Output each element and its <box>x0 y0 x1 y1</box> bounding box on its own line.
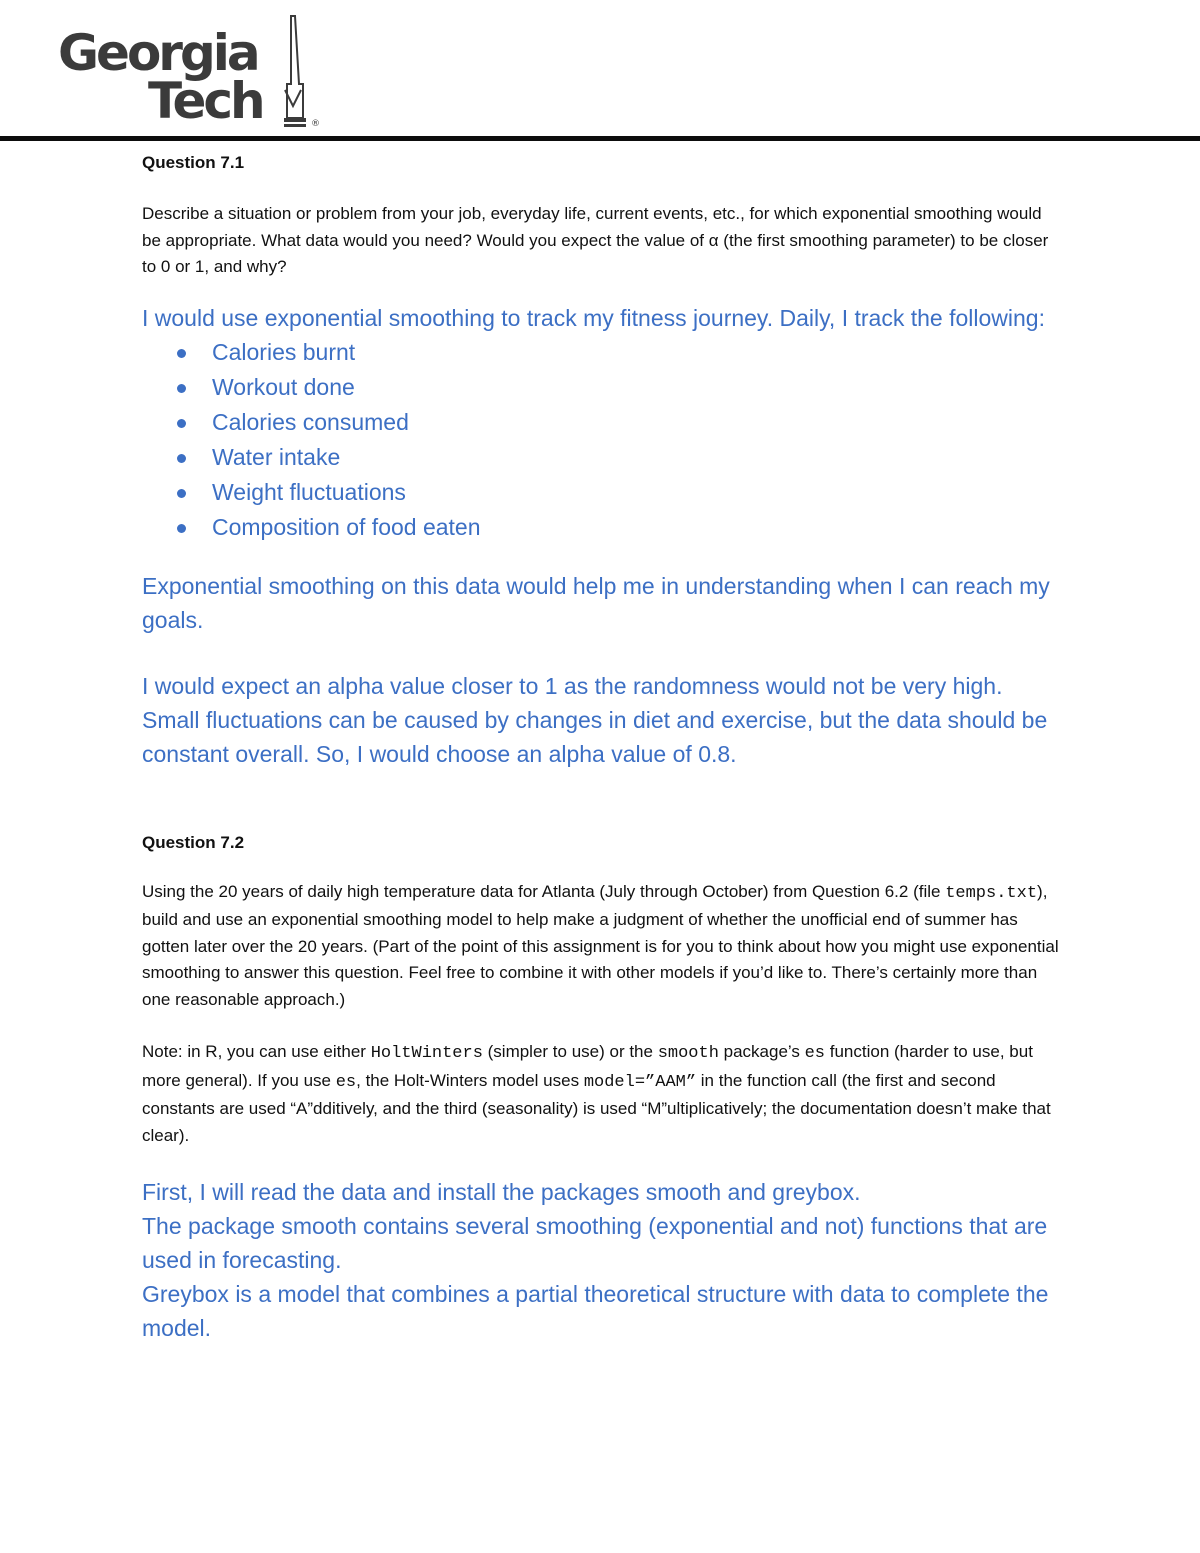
bullet-icon <box>177 384 186 393</box>
code-holtwinters: HoltWinters <box>370 1044 483 1063</box>
code-smooth: smooth <box>657 1044 719 1063</box>
question-7-2-title: Question 7.2 <box>142 832 245 852</box>
list-item: Calories burnt <box>177 335 1062 370</box>
tech-tower-icon <box>281 14 326 130</box>
list-item: Weight fluctuations <box>177 475 1062 510</box>
bullet-icon <box>177 454 186 463</box>
document-body <box>142 150 1062 1345</box>
code-model-aam: model=”AAM” <box>583 1072 697 1092</box>
list-item: Calories consumed <box>177 405 1062 440</box>
prompt-text-b: (the first smoothing parameter) to be closer to 0 or 1, and why? <box>142 230 1049 276</box>
list-item: Workout done <box>177 370 1062 405</box>
header-rule <box>0 136 1200 141</box>
fitness-tracking-list <box>142 335 1062 545</box>
bullet-icon <box>177 419 186 428</box>
code-es: es <box>804 1044 826 1063</box>
list-item: Water intake <box>177 440 1062 475</box>
bullet-icon <box>177 489 186 498</box>
answer-7-2-line-3: Greybox is a model that combines a partial theoretical structure with data to complete the model. <box>142 1281 1049 1341</box>
question-7-1-prompt <box>142 201 1062 281</box>
logo-word-tech: Tech <box>148 72 263 130</box>
question-7-2-note: Note: in R, you can use either HoltWinters (simpler to use) or the smooth package’s es function (harder to use, but more general). If you use es, the Holt-Winters model uses model=”AAM” in the function call (the first and second constants are used “A”dditively, and the third (seasonality) is used “M”ultiplicatively; the documentation doesn’t make that clear). <box>142 1042 1051 1145</box>
list-item: Composition of food eaten <box>177 510 1062 545</box>
question-7-2-prompt: Using the 20 years of daily high temperature data for Atlanta (July through October) from Question 6.2 (file temps.txt), build and use an exponential smoothing model to help make a judgment of whether the unofficial end of summer has gotten later over the 20 years. (Part of the point of this assignment is for you to think about how you might use exponential smoothing to answer this question. Feel free to combine it with other models if you’d like to. There’s certainly more than one reasonable approach.) <box>142 881 1059 1009</box>
answer-7-1-paragraph-3: I would expect an alpha value closer to 1 as the randomness would not be very high. Small fluctuations can be caused by changes in diet and exercise, but the data should be constant overall. So, I would choose an alpha value of 0.8. <box>142 672 1048 767</box>
prompt-text-a: Describe a situation or problem from your job, everyday life, current events, etc., for which exponential smoothing would be appropriate. What data would you need? Would you expect the value of <box>142 204 1042 250</box>
answer-7-2-line-1: First, I will read the data and install the packages smooth and greybox. <box>142 1179 861 1205</box>
bullet-icon <box>177 349 186 358</box>
answer-7-1-intro: I would use exponential smoothing to track my fitness journey. Daily, I track the following: <box>142 304 1045 331</box>
answer-7-2-line-2: The package smooth contains several smoothing (exponential and not) functions that are used in forecasting. <box>142 1213 1048 1273</box>
georgia-tech-logo <box>58 14 328 130</box>
code-es-2: es <box>335 1072 357 1092</box>
alpha-symbol: α <box>708 230 719 250</box>
logo-word-georgia: Georgia <box>58 24 258 82</box>
registered-mark: ® <box>311 119 320 129</box>
answer-7-1-paragraph-2: Exponential smoothing on this data would help me in understanding when I can reach my goals. <box>142 572 1050 633</box>
bullet-icon <box>177 524 186 533</box>
code-temps-file: temps.txt <box>945 883 1038 903</box>
question-7-1-title: Question 7.1 <box>142 153 245 172</box>
